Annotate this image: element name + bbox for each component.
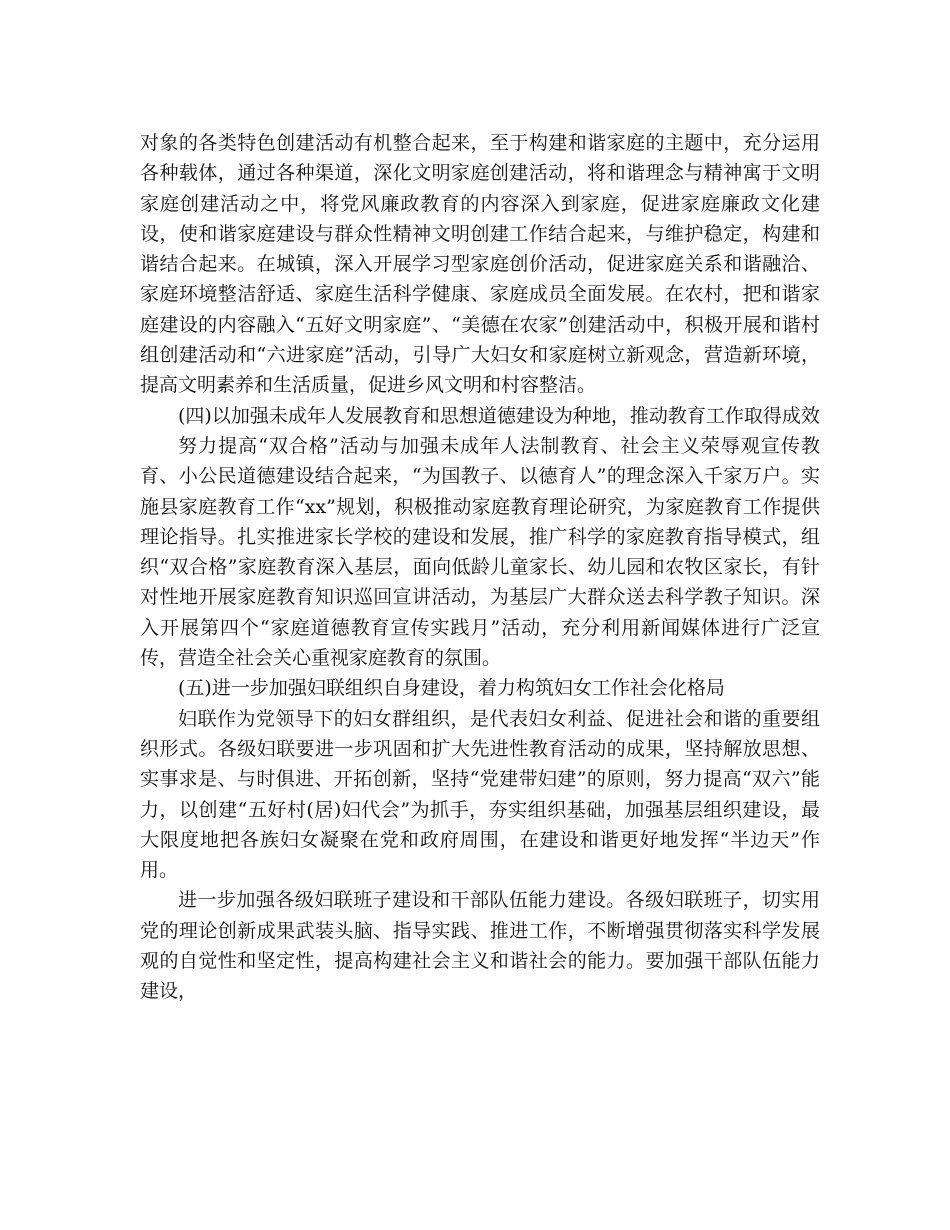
section-heading-4: (四)以加强未成年人发展教育和思想道德建设为种地，推动教育工作取得成效: [178, 404, 820, 427]
section-heading-5: (五)进一步加强妇联组织自身建设，着力构筑妇女工作社会化格局: [178, 677, 725, 700]
paragraph-family-education: 努力提高“双合格”活动与加强未成年人法制教育、社会主义荣辱观宣传教育、小公民道德建设结合起来，“为国教子、以德育人”的理念深入千家万户。实施县家庭教育工作“xx”规划，积极推动家庭教育理论研究，为家庭教育工作提供理论指导。扎实推进家长学校的建设和发展，推广科学的家庭教育指导模式，组织“双合格”家庭教育深入基层，面向低龄儿童家长、幼儿园和农牧区家长，有针对性地开展家庭教育知识巡回宣讲活动，为基层广大群众送去科学教子知识。深入开展第四个“家庭道德教育宣传实践月”活动，充分利用新闻媒体进行广泛宣传，营造全社会关心重视家庭教育的氛围。: [140, 434, 820, 670]
document-body: [140, 128, 820, 1007]
paragraph-family-construction: 对象的各类特色创建活动有机整合起来，至于构建和谐家庭的主题中，充分运用各种载体，通过各种渠道，深化文明家庭创建活动，将和谐理念与精神寓于文明家庭创建活动之中，将党风廉政教育的内容深入到家庭，促进家庭廉政文化建设，使和谐家庭建设与群众性精神文明创建工作结合起来，与维护稳定，构建和谐结合起来。在城镇，深入开展学习型家庭创价活动，促进家庭关系和谐融洽、家庭环境整洁舒适、家庭生活科学健康、家庭成员全面发展。在农村，把和谐家庭建设的内容融入“五好文明家庭”、“美德在农家”创建活动中，积极开展和谐村组创建活动和“六进家庭”活动，引导广大妇女和家庭树立新观念，营造新环境，提高文明素养和生活质量，促进乡风文明和村容整洁。: [140, 132, 820, 397]
paragraph-womens-federation: 妇联作为党领导下的妇女群组织，是代表妇女利益、促进社会和谐的重要组织形式。各级妇联要进一步巩固和扩大先进性教育活动的成果，坚持解放思想、实事求是、与时俱进、开拓创新，坚持“党建带妇建”的原则，努力提高“双六”能力，以创建“五好村(居)妇代会”为抓手，夯实组织基础，加强基层组织建设，最大限度地把各族妇女凝聚在党和政府周围，在建设和谐更好地发挥“半边天”作用。: [140, 707, 820, 882]
paragraph-leadership-building: 进一步加强各级妇联班子建设和干部队伍能力建设。各级妇联班子，切实用党的理论创新成果武装头脑、指导实践、推进工作，不断增强贯彻落实科学发展观的自觉性和坚定性，提高构建社会主义和谐社会的能力。要加强干部队伍能力建设，: [140, 889, 820, 1003]
